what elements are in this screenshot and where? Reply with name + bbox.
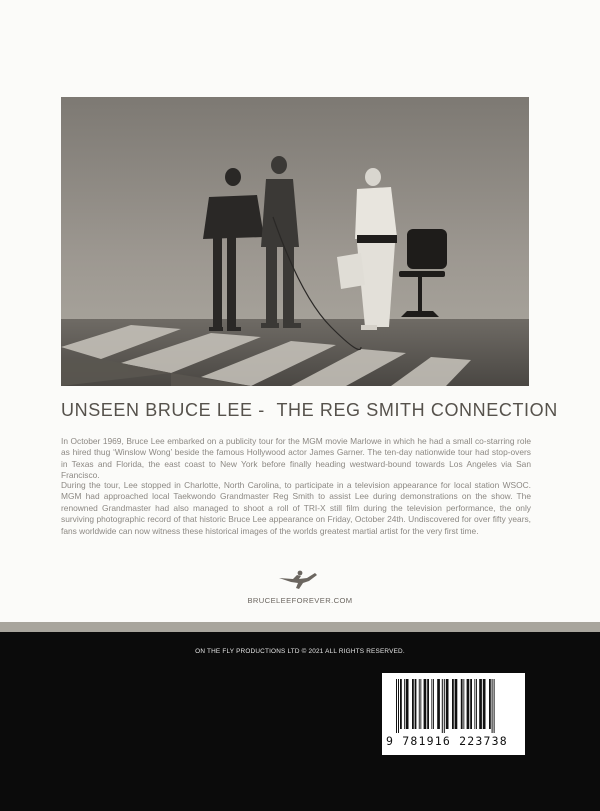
barcode-bar <box>427 679 429 729</box>
barcode-bar <box>494 679 495 733</box>
title-part-2: THE REG SMITH CONNECTION <box>276 400 558 420</box>
barcode-bar <box>406 679 409 729</box>
barcode-bar <box>433 679 434 729</box>
barcode-bar <box>431 679 432 729</box>
barcode-bar <box>415 679 417 729</box>
barcode-bar <box>479 679 482 729</box>
isbn-number: 9 781916 223738 <box>386 734 508 748</box>
barcode-bar <box>446 679 449 729</box>
barcode-bar <box>492 679 493 733</box>
isbn-barcode <box>382 673 525 755</box>
divider-band <box>0 622 600 632</box>
barcode-bar <box>442 679 443 733</box>
barcode-bar <box>452 679 454 729</box>
barcode-bar <box>455 679 458 729</box>
barcode-bar <box>404 679 405 729</box>
barcode-bar <box>398 679 399 733</box>
synopsis-paragraph-2: During the tour, Lee stopped in Charlotte, North Carolina, to participate in a television appearance for local station WSOC. MGM had approached local Taekwondo Grandmaster Reg Smith to assist Lee during demonstrations on the show. The renowned Grandmaster had also managed to shoot a roll of TRI-X still film during the television performance, the only surviving photographic record of that historic Bruce Lee appearance on Friday, October 24th. Undiscovered for over fifty years, fans worldwide can now witness these historical images of the worlds greatest martial artist for the very first time. <box>61 480 531 536</box>
barcode-bar <box>437 679 440 729</box>
barcode-bar <box>489 679 491 729</box>
copyright-notice: ON THE FLY PRODUCTIONS LTD © 2021 ALL RIGHTS RESERVED. <box>195 648 405 655</box>
title-part-1: UNSEEN BRUCE LEE - <box>61 400 265 420</box>
barcode-bar <box>400 679 402 729</box>
barcode-bar <box>470 679 472 729</box>
cover-photograph <box>61 97 529 386</box>
studio-photo-illustration <box>61 97 529 386</box>
barcode-bar <box>467 679 470 729</box>
barcode-bar <box>396 679 397 733</box>
barcode-bar <box>474 679 475 729</box>
book-title <box>61 400 558 421</box>
barcode-bar <box>483 679 486 729</box>
barcode-bar <box>463 679 464 729</box>
barcode-bar <box>461 679 463 729</box>
barcode-bar <box>419 679 420 729</box>
barcode-bars <box>382 673 525 735</box>
barcode-bar <box>412 679 414 729</box>
barcode-bar <box>444 679 445 733</box>
barcode-bar <box>420 679 421 729</box>
flying-kick-logo-icon <box>277 569 323 591</box>
barcode-bar <box>476 679 477 729</box>
barcode-bar <box>424 679 427 729</box>
synopsis-paragraph-1: In October 1969, Bruce Lee embarked on a publicity tour for the MGM movie Marlowe in which he had a small co-starring role as hired thug ‘Winslow Wong’ beside the famous Hollywood actor James Garner. The ten-day nationwide tour had stop-overs in Texas and Florida, the east coast to New York before finally heading westward-bound towards Los Angeles via San Francisco. <box>61 436 531 481</box>
website-url: BRUCELEEFOREVER.COM <box>247 596 353 605</box>
